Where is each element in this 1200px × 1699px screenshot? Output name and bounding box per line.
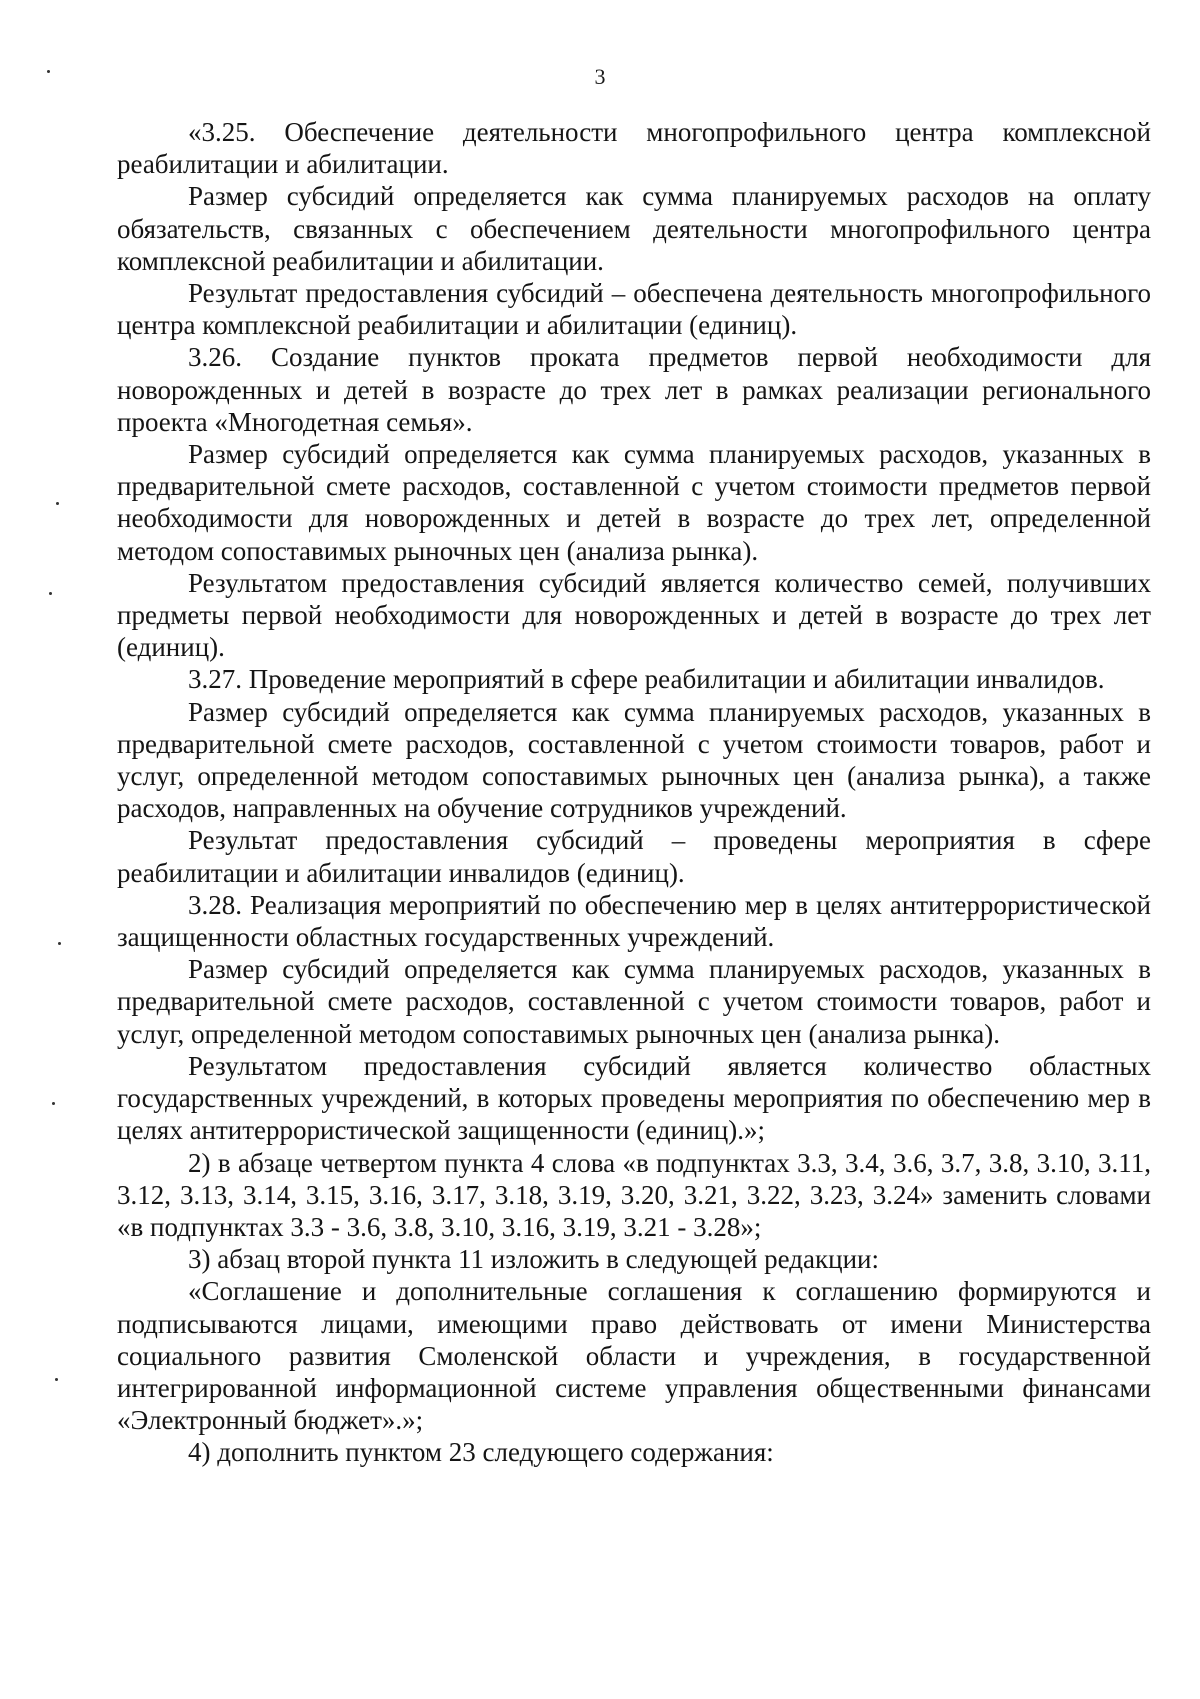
paragraph: Размер субсидий определяется как сумма планируемых расходов, указанных в предварительной смете расходов, составленной с учетом стоимости предметов первой необходимости для новорожденных и детей в возрасте до трех лет, определенной методом сопоставимых рыночных цен (анализа рынка). — [117, 439, 1151, 566]
scan-speck — [55, 1378, 58, 1381]
page-number: 3 — [594, 64, 606, 89]
paragraph: 3.27. Проведение мероприятий в сфере реабилитации и абилитации инвалидов. — [188, 664, 1105, 695]
document-body — [117, 116, 1151, 1469]
paragraph: 3) абзац второй пункта 11 изложить в следующей редакции: — [188, 1244, 879, 1275]
paragraph: 2) в абзаце четвертом пункта 4 слова «в подпунктах 3.3, 3.4, 3.6, 3.7, 3.8, 3.10, 3.11, 3.12, 3.13, 3.14, 3.15, 3.16, 3.17, 3.18, 3.19, 3.20, 3.21, 3.22, 3.23, 3.24» заменить словами «в подпунктах 3.3 - 3.6, 3.8, 3.10, 3.16, 3.19, 3.21 - 3.28»; — [117, 1147, 1151, 1242]
paragraph: Результатом предоставления субсидий является количество семей, получивших предметы первой необходимости для новорожденных и детей в возрасте до трех лет (единиц). — [117, 567, 1151, 663]
paragraph: «3.25. Обеспечение деятельности многопрофильного центра комплексной реабилитации и абилитации. — [117, 117, 1151, 180]
paragraph: Размер субсидий определяется как сумма планируемых расходов, указанных в предварительной смете расходов, составленной с учетом стоимости товаров, работ и услуг, определенной методом сопоставимых рыночных цен (анализа рынка). — [117, 954, 1151, 1049]
paragraph: Размер субсидий определяется как сумма планируемых расходов, указанных в предварительной смете расходов, составленной с учетом стоимости товаров, работ и услуг, определенной методом сопоставимых рыночных цен (анализа рынка), а также расходов, направленных на обучение сотрудников учреждений. — [117, 696, 1151, 824]
scan-speck — [47, 70, 50, 73]
scan-speck — [56, 502, 59, 505]
paragraph: 4) дополнить пунктом 23 следующего содержания: — [188, 1437, 774, 1468]
paragraph: Размер субсидий определяется как сумма планируемых расходов на оплату обязательств, связанных с обеспечением деятельности многопрофильного центра комплексной реабилитации и абилитации. — [117, 181, 1151, 276]
paragraph: 3.28. Реализация мероприятий по обеспечению мер в целях антитеррористической защищенности областных государственных учреждений. — [117, 889, 1151, 953]
paragraph: Результат предоставления субсидий – проведены мероприятия в сфере реабилитации и абилитации инвалидов (единиц). — [117, 825, 1151, 888]
paragraph: Результатом предоставления субсидий является количество областных государственных учреждений, в которых проведены мероприятия по обеспечению мер в целях антитеррористической защищенности (единиц).»; — [117, 1050, 1151, 1146]
paragraph: 3.26. Создание пунктов проката предметов первой необходимости для новорожденных и детей в возрасте до трех лет в рамках реализации регионального проекта «Многодетная семья». — [117, 342, 1151, 437]
paragraph: «Соглашение и дополнительные соглашения к соглашению формируются и подписываются лицами, имеющими право действовать от имени Министерства социального развития Смоленской области и учреждения, в государственной интегрированной информационной системе управления общественными финансами «Электронный бюджет».»; — [117, 1276, 1151, 1436]
scan-speck — [49, 592, 52, 595]
scan-speck — [58, 942, 61, 945]
paragraph: Результат предоставления субсидий – обеспечена деятельность многопрофильного центра комплексной реабилитации и абилитации (единиц). — [117, 278, 1151, 341]
scan-speck — [52, 1102, 55, 1105]
